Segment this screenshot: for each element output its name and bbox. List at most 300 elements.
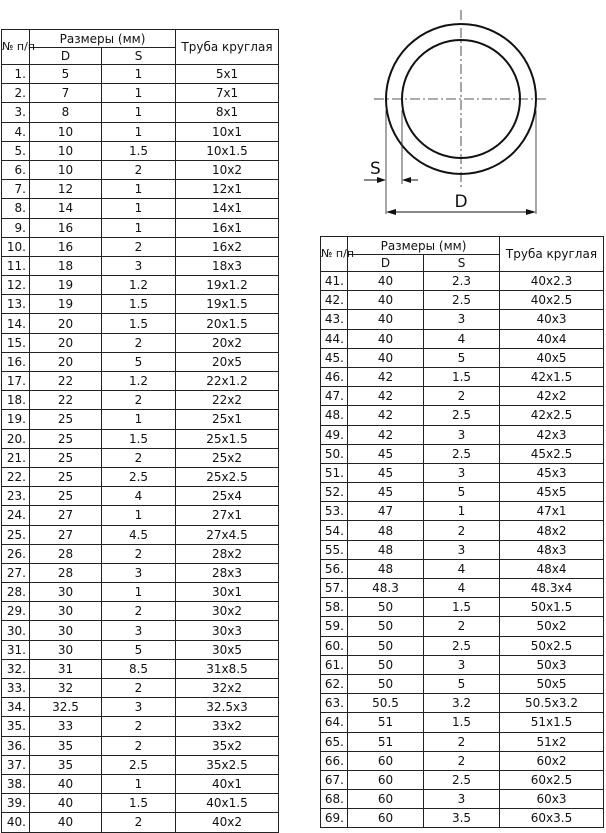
row-thickness: 1.5 bbox=[102, 141, 176, 160]
table-row bbox=[2, 679, 279, 698]
table-row bbox=[2, 774, 279, 793]
header-d: D bbox=[348, 255, 424, 272]
row-thickness: 1 bbox=[102, 218, 176, 237]
pipe-table-left-body bbox=[2, 65, 279, 833]
table-row bbox=[2, 180, 279, 199]
row-thickness: 1.5 bbox=[102, 794, 176, 813]
row-number: 31. bbox=[2, 640, 30, 659]
row-pipe-name: 48x3 bbox=[500, 540, 604, 559]
row-thickness: 2 bbox=[102, 544, 176, 563]
table-row bbox=[321, 713, 604, 732]
row-thickness: 2 bbox=[102, 813, 176, 832]
row-number: 5. bbox=[2, 141, 30, 160]
row-diameter: 47 bbox=[348, 502, 424, 521]
table-row bbox=[2, 199, 279, 218]
row-pipe-name: 51x2 bbox=[500, 732, 604, 751]
table-row bbox=[2, 467, 279, 486]
row-thickness: 4 bbox=[102, 487, 176, 506]
row-pipe-name: 30x1 bbox=[176, 583, 279, 602]
row-number: 2. bbox=[2, 84, 30, 103]
row-thickness: 3 bbox=[424, 310, 500, 329]
row-number: 4. bbox=[2, 122, 30, 141]
row-pipe-name: 10x2 bbox=[176, 160, 279, 179]
row-diameter: 10 bbox=[30, 160, 102, 179]
row-pipe-name: 25x1 bbox=[176, 410, 279, 429]
row-diameter: 18 bbox=[30, 256, 102, 275]
row-number: 1. bbox=[2, 65, 30, 84]
row-pipe-name: 19x1.2 bbox=[176, 276, 279, 295]
row-pipe-name: 32.5x3 bbox=[176, 698, 279, 717]
row-diameter: 40 bbox=[348, 291, 424, 310]
table-row bbox=[321, 770, 604, 789]
row-number: 20. bbox=[2, 429, 30, 448]
row-number: 32. bbox=[2, 659, 30, 678]
row-diameter: 60 bbox=[348, 809, 424, 828]
row-number: 65. bbox=[321, 732, 348, 751]
row-number: 53. bbox=[321, 502, 348, 521]
row-thickness: 2 bbox=[102, 679, 176, 698]
row-diameter: 12 bbox=[30, 180, 102, 199]
row-thickness: 2.5 bbox=[424, 406, 500, 425]
row-pipe-name: 50.5x3.2 bbox=[500, 694, 604, 713]
row-thickness: 2.5 bbox=[102, 467, 176, 486]
row-diameter: 50 bbox=[348, 636, 424, 655]
table-row bbox=[321, 329, 604, 348]
row-pipe-name: 30x3 bbox=[176, 621, 279, 640]
row-pipe-name: 50x1.5 bbox=[500, 598, 604, 617]
row-thickness: 1 bbox=[102, 774, 176, 793]
table-row bbox=[2, 103, 279, 122]
row-diameter: 35 bbox=[30, 736, 102, 755]
row-diameter: 42 bbox=[348, 406, 424, 425]
row-diameter: 45 bbox=[348, 463, 424, 482]
row-diameter: 22 bbox=[30, 372, 102, 391]
row-thickness: 2.5 bbox=[424, 770, 500, 789]
row-diameter: 35 bbox=[30, 755, 102, 774]
row-thickness: 1.5 bbox=[424, 713, 500, 732]
row-number: 28. bbox=[2, 583, 30, 602]
row-thickness: 1.5 bbox=[424, 598, 500, 617]
table-row bbox=[2, 218, 279, 237]
row-diameter: 45 bbox=[348, 444, 424, 463]
row-thickness: 5 bbox=[424, 674, 500, 693]
row-pipe-name: 40x2.5 bbox=[500, 291, 604, 310]
row-thickness: 3.2 bbox=[424, 694, 500, 713]
row-diameter: 48 bbox=[348, 559, 424, 578]
table-row bbox=[321, 809, 604, 828]
row-thickness: 8.5 bbox=[102, 659, 176, 678]
row-thickness: 2 bbox=[102, 602, 176, 621]
row-pipe-name: 16x1 bbox=[176, 218, 279, 237]
row-thickness: 3 bbox=[102, 698, 176, 717]
table-row bbox=[321, 559, 604, 578]
row-number: 7. bbox=[2, 180, 30, 199]
row-pipe-name: 51x1.5 bbox=[500, 713, 604, 732]
header-s: S bbox=[424, 255, 500, 272]
row-pipe-name: 48x2 bbox=[500, 521, 604, 540]
row-diameter: 30 bbox=[30, 640, 102, 659]
table-row bbox=[321, 617, 604, 636]
row-number: 58. bbox=[321, 598, 348, 617]
table-row bbox=[321, 387, 604, 406]
row-diameter: 40 bbox=[30, 794, 102, 813]
row-pipe-name: 40x5 bbox=[500, 348, 604, 367]
row-diameter: 40 bbox=[348, 348, 424, 367]
row-diameter: 42 bbox=[348, 387, 424, 406]
row-thickness: 5 bbox=[424, 348, 500, 367]
row-pipe-name: 31x8.5 bbox=[176, 659, 279, 678]
table-row bbox=[321, 444, 604, 463]
header-sizes: Размеры (мм) bbox=[348, 237, 500, 255]
row-thickness: 2 bbox=[424, 617, 500, 636]
row-thickness: 4 bbox=[424, 579, 500, 598]
row-number: 62. bbox=[321, 674, 348, 693]
row-diameter: 42 bbox=[348, 425, 424, 444]
row-pipe-name: 5x1 bbox=[176, 65, 279, 84]
row-diameter: 10 bbox=[30, 141, 102, 160]
dimension-arrow-right bbox=[526, 209, 536, 215]
row-number: 45. bbox=[321, 348, 348, 367]
row-diameter: 19 bbox=[30, 276, 102, 295]
row-thickness: 5 bbox=[424, 483, 500, 502]
table-row bbox=[2, 755, 279, 774]
row-pipe-name: 48x4 bbox=[500, 559, 604, 578]
row-diameter: 20 bbox=[30, 333, 102, 352]
row-diameter: 48 bbox=[348, 540, 424, 559]
table-row bbox=[2, 276, 279, 295]
row-diameter: 30 bbox=[30, 583, 102, 602]
row-thickness: 4 bbox=[424, 329, 500, 348]
row-thickness: 2 bbox=[424, 387, 500, 406]
row-number: 19. bbox=[2, 410, 30, 429]
row-diameter: 40 bbox=[348, 329, 424, 348]
row-number: 42. bbox=[321, 291, 348, 310]
row-pipe-name: 33x2 bbox=[176, 717, 279, 736]
row-thickness: 3 bbox=[102, 621, 176, 640]
row-diameter: 10 bbox=[30, 122, 102, 141]
row-diameter: 40 bbox=[30, 774, 102, 793]
table-row bbox=[2, 487, 279, 506]
table-row bbox=[321, 674, 604, 693]
table-row bbox=[2, 256, 279, 275]
row-thickness: 2 bbox=[424, 732, 500, 751]
row-pipe-name: 42x3 bbox=[500, 425, 604, 444]
header-pipe: Труба круглая bbox=[176, 30, 279, 65]
row-thickness: 1.5 bbox=[424, 367, 500, 386]
row-number: 24. bbox=[2, 506, 30, 525]
table-row bbox=[2, 659, 279, 678]
row-pipe-name: 10x1.5 bbox=[176, 141, 279, 160]
table-row bbox=[321, 751, 604, 770]
row-number: 47. bbox=[321, 387, 348, 406]
row-pipe-name: 42x1.5 bbox=[500, 367, 604, 386]
row-diameter: 51 bbox=[348, 713, 424, 732]
row-thickness: 2 bbox=[424, 521, 500, 540]
table-row bbox=[321, 636, 604, 655]
row-thickness: 1 bbox=[102, 199, 176, 218]
row-pipe-name: 50x3 bbox=[500, 655, 604, 674]
row-thickness: 1 bbox=[102, 583, 176, 602]
row-number: 22. bbox=[2, 467, 30, 486]
row-diameter: 51 bbox=[348, 732, 424, 751]
row-thickness: 2 bbox=[102, 391, 176, 410]
row-diameter: 40 bbox=[348, 272, 424, 291]
row-thickness: 4 bbox=[424, 559, 500, 578]
row-pipe-name: 35x2 bbox=[176, 736, 279, 755]
row-number: 15. bbox=[2, 333, 30, 352]
row-thickness: 3 bbox=[424, 425, 500, 444]
row-thickness: 3 bbox=[102, 256, 176, 275]
header-pipe: Труба круглая bbox=[500, 237, 604, 272]
table-row bbox=[2, 122, 279, 141]
row-diameter: 42 bbox=[348, 367, 424, 386]
table-row bbox=[2, 563, 279, 582]
row-number: 27. bbox=[2, 563, 30, 582]
row-pipe-name: 18x3 bbox=[176, 256, 279, 275]
row-pipe-name: 47x1 bbox=[500, 502, 604, 521]
row-thickness: 2 bbox=[102, 448, 176, 467]
row-pipe-name: 50x2.5 bbox=[500, 636, 604, 655]
table-row bbox=[2, 352, 279, 371]
row-diameter: 30 bbox=[30, 621, 102, 640]
row-thickness: 1 bbox=[102, 65, 176, 84]
row-pipe-name: 7x1 bbox=[176, 84, 279, 103]
row-diameter: 50 bbox=[348, 674, 424, 693]
row-diameter: 60 bbox=[348, 770, 424, 789]
row-pipe-name: 8x1 bbox=[176, 103, 279, 122]
row-thickness: 2.5 bbox=[424, 291, 500, 310]
row-diameter: 31 bbox=[30, 659, 102, 678]
row-diameter: 25 bbox=[30, 467, 102, 486]
diameter-label: D bbox=[454, 192, 468, 212]
row-number: 16. bbox=[2, 352, 30, 371]
row-thickness: 1 bbox=[424, 502, 500, 521]
row-number: 38. bbox=[2, 774, 30, 793]
row-diameter: 48.3 bbox=[348, 579, 424, 598]
row-pipe-name: 25x4 bbox=[176, 487, 279, 506]
row-thickness: 3 bbox=[424, 463, 500, 482]
row-diameter: 60 bbox=[348, 790, 424, 809]
row-number: 40. bbox=[2, 813, 30, 832]
row-number: 46. bbox=[321, 367, 348, 386]
row-number: 8. bbox=[2, 199, 30, 218]
table-row bbox=[2, 544, 279, 563]
row-number: 54. bbox=[321, 521, 348, 540]
row-diameter: 32.5 bbox=[30, 698, 102, 717]
header-sizes: Размеры (мм) bbox=[30, 30, 176, 48]
row-number: 50. bbox=[321, 444, 348, 463]
row-pipe-name: 45x5 bbox=[500, 483, 604, 502]
row-number: 33. bbox=[2, 679, 30, 698]
row-thickness: 3 bbox=[102, 563, 176, 582]
row-pipe-name: 48.3x4 bbox=[500, 579, 604, 598]
table-row bbox=[321, 790, 604, 809]
row-thickness: 1 bbox=[102, 506, 176, 525]
row-number: 64. bbox=[321, 713, 348, 732]
row-pipe-name: 27x4.5 bbox=[176, 525, 279, 544]
table-row bbox=[2, 237, 279, 256]
table-row bbox=[321, 579, 604, 598]
row-pipe-name: 60x2.5 bbox=[500, 770, 604, 789]
table-row bbox=[2, 410, 279, 429]
row-pipe-name: 30x2 bbox=[176, 602, 279, 621]
row-number: 49. bbox=[321, 425, 348, 444]
table-row bbox=[2, 391, 279, 410]
row-number: 51. bbox=[321, 463, 348, 482]
row-pipe-name: 22x1.2 bbox=[176, 372, 279, 391]
table-row bbox=[321, 406, 604, 425]
row-thickness: 3 bbox=[424, 655, 500, 674]
table-row bbox=[2, 448, 279, 467]
row-diameter: 60 bbox=[348, 751, 424, 770]
table-row bbox=[2, 84, 279, 103]
row-pipe-name: 40x1 bbox=[176, 774, 279, 793]
row-number: 52. bbox=[321, 483, 348, 502]
table-row bbox=[2, 160, 279, 179]
table-row bbox=[2, 794, 279, 813]
row-pipe-name: 20x5 bbox=[176, 352, 279, 371]
row-pipe-name: 45x2.5 bbox=[500, 444, 604, 463]
row-diameter: 25 bbox=[30, 410, 102, 429]
row-number: 66. bbox=[321, 751, 348, 770]
table-row bbox=[321, 694, 604, 713]
table-row bbox=[321, 655, 604, 674]
row-pipe-name: 20x1.5 bbox=[176, 314, 279, 333]
row-number: 63. bbox=[321, 694, 348, 713]
row-number: 26. bbox=[2, 544, 30, 563]
row-pipe-name: 60x3.5 bbox=[500, 809, 604, 828]
table-row bbox=[321, 291, 604, 310]
row-number: 23. bbox=[2, 487, 30, 506]
table-row bbox=[2, 640, 279, 659]
table-row bbox=[2, 141, 279, 160]
row-diameter: 20 bbox=[30, 352, 102, 371]
row-diameter: 5 bbox=[30, 65, 102, 84]
table-row bbox=[321, 521, 604, 540]
row-pipe-name: 28x2 bbox=[176, 544, 279, 563]
pipe-cross-section-diagram bbox=[360, 0, 606, 225]
table-row bbox=[2, 602, 279, 621]
row-number: 29. bbox=[2, 602, 30, 621]
row-pipe-name: 27x1 bbox=[176, 506, 279, 525]
row-pipe-name: 20x2 bbox=[176, 333, 279, 352]
row-diameter: 40 bbox=[348, 310, 424, 329]
row-pipe-name: 22x2 bbox=[176, 391, 279, 410]
row-pipe-name: 40x2.3 bbox=[500, 272, 604, 291]
row-diameter: 28 bbox=[30, 544, 102, 563]
row-pipe-name: 60x3 bbox=[500, 790, 604, 809]
row-pipe-name: 10x1 bbox=[176, 122, 279, 141]
header-d: D bbox=[30, 48, 102, 65]
row-thickness: 2 bbox=[102, 160, 176, 179]
row-diameter: 45 bbox=[348, 483, 424, 502]
table-row bbox=[321, 732, 604, 751]
row-thickness: 5 bbox=[102, 352, 176, 371]
row-number: 6. bbox=[2, 160, 30, 179]
row-diameter: 40 bbox=[30, 813, 102, 832]
row-diameter: 50 bbox=[348, 598, 424, 617]
table-row bbox=[2, 698, 279, 717]
row-number: 10. bbox=[2, 237, 30, 256]
row-number: 59. bbox=[321, 617, 348, 636]
row-pipe-name: 25x2.5 bbox=[176, 467, 279, 486]
dimension-arrow-left bbox=[386, 209, 396, 215]
pipe-table-right-body bbox=[321, 272, 604, 828]
row-thickness: 1.5 bbox=[102, 429, 176, 448]
row-number: 12. bbox=[2, 276, 30, 295]
row-pipe-name: 28x3 bbox=[176, 563, 279, 582]
row-number: 55. bbox=[321, 540, 348, 559]
row-diameter: 25 bbox=[30, 429, 102, 448]
row-thickness: 4.5 bbox=[102, 525, 176, 544]
row-diameter: 28 bbox=[30, 563, 102, 582]
row-thickness: 2 bbox=[102, 736, 176, 755]
row-number: 69. bbox=[321, 809, 348, 828]
row-number: 30. bbox=[2, 621, 30, 640]
row-diameter: 22 bbox=[30, 391, 102, 410]
table-row bbox=[321, 598, 604, 617]
row-thickness: 1.5 bbox=[102, 314, 176, 333]
table-row bbox=[321, 502, 604, 521]
row-number: 68. bbox=[321, 790, 348, 809]
row-thickness: 2.5 bbox=[424, 444, 500, 463]
pipe-table-left bbox=[1, 29, 279, 833]
row-diameter: 27 bbox=[30, 506, 102, 525]
table-row bbox=[2, 333, 279, 352]
row-thickness: 3 bbox=[424, 790, 500, 809]
row-diameter: 27 bbox=[30, 525, 102, 544]
row-pipe-name: 40x1.5 bbox=[176, 794, 279, 813]
row-thickness: 2 bbox=[102, 717, 176, 736]
row-thickness: 1 bbox=[102, 410, 176, 429]
row-number: 61. bbox=[321, 655, 348, 674]
row-pipe-name: 19x1.5 bbox=[176, 295, 279, 314]
row-diameter: 16 bbox=[30, 218, 102, 237]
row-number: 9. bbox=[2, 218, 30, 237]
row-pipe-name: 12x1 bbox=[176, 180, 279, 199]
row-diameter: 14 bbox=[30, 199, 102, 218]
row-thickness: 2 bbox=[424, 751, 500, 770]
row-diameter: 50.5 bbox=[348, 694, 424, 713]
row-diameter: 33 bbox=[30, 717, 102, 736]
row-thickness: 1 bbox=[102, 122, 176, 141]
row-thickness: 2.5 bbox=[424, 636, 500, 655]
row-diameter: 20 bbox=[30, 314, 102, 333]
row-number: 36. bbox=[2, 736, 30, 755]
row-number: 44. bbox=[321, 329, 348, 348]
row-pipe-name: 42x2 bbox=[500, 387, 604, 406]
table-row bbox=[2, 525, 279, 544]
row-thickness: 1.2 bbox=[102, 372, 176, 391]
row-thickness: 2.3 bbox=[424, 272, 500, 291]
row-number: 14. bbox=[2, 314, 30, 333]
row-diameter: 25 bbox=[30, 487, 102, 506]
pipe-table-right bbox=[320, 236, 604, 828]
table-row bbox=[2, 65, 279, 84]
table-row bbox=[2, 314, 279, 333]
row-diameter: 7 bbox=[30, 84, 102, 103]
row-diameter: 50 bbox=[348, 655, 424, 674]
table-row bbox=[2, 717, 279, 736]
thickness-label: S bbox=[370, 159, 381, 179]
header-number: № п/п bbox=[2, 30, 30, 65]
row-number: 25. bbox=[2, 525, 30, 544]
thickness-arrow-right bbox=[402, 177, 411, 183]
row-number: 3. bbox=[2, 103, 30, 122]
table-row bbox=[2, 621, 279, 640]
row-number: 60. bbox=[321, 636, 348, 655]
table-row bbox=[2, 736, 279, 755]
